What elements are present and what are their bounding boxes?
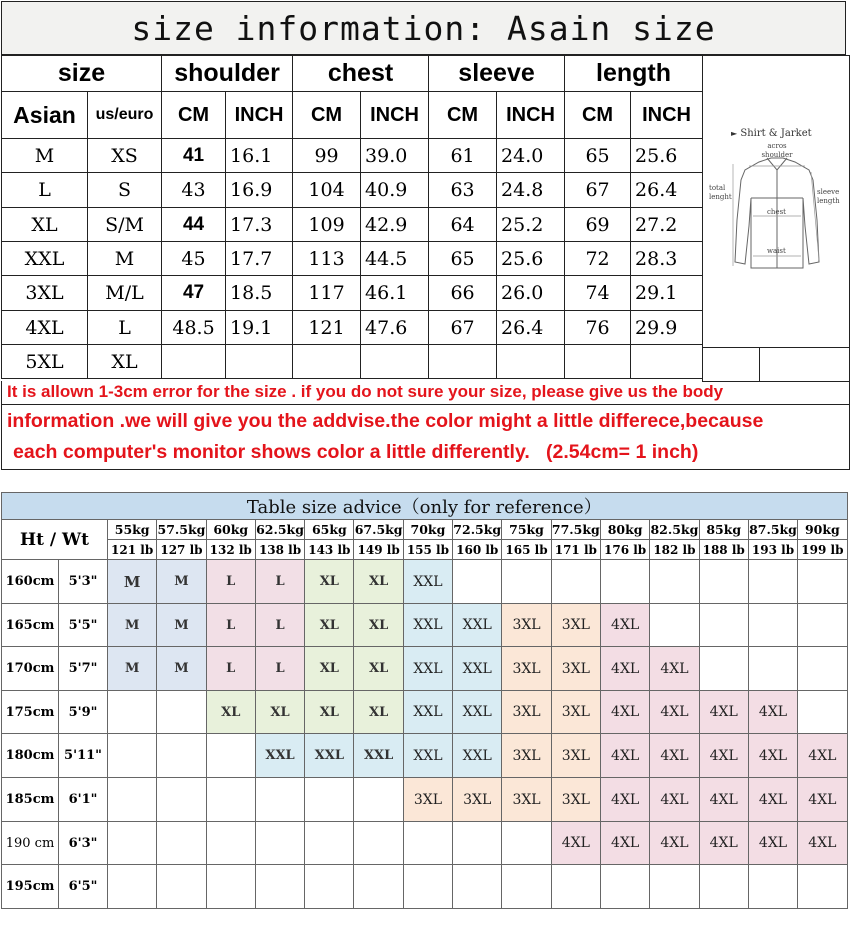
recommended-size-cell: 4XL xyxy=(600,778,649,822)
cell-sleeve-inch: 26.0 xyxy=(497,276,565,311)
recommended-size-cell: M xyxy=(157,604,206,647)
size-row xyxy=(2,208,703,242)
note-line-3: each computer's monitor shows color a little differently. (2.54cm= 1 inch) xyxy=(1,437,850,470)
recommended-size-cell xyxy=(305,822,354,865)
weight-kg: 60kg xyxy=(206,520,255,540)
height-row xyxy=(2,734,848,778)
subheader-length-inch: INCH xyxy=(631,92,703,139)
recommended-size-cell: XL xyxy=(305,604,354,647)
weight-kg: 87.5kg xyxy=(748,520,797,540)
cell-length-inch: 25.6 xyxy=(631,139,703,173)
height-cm: 160cm xyxy=(2,560,59,604)
recommended-size-cell xyxy=(157,734,206,778)
recommended-size-cell: M xyxy=(108,560,157,604)
size-row xyxy=(2,173,703,208)
cell-chest-inch: 42.9 xyxy=(361,208,429,242)
recommended-size-cell: XXL xyxy=(453,691,502,734)
height-row xyxy=(2,560,848,604)
recommended-size-cell: 4XL xyxy=(650,778,699,822)
recommended-size-cell: 3XL xyxy=(453,778,502,822)
size-table-subheader-row xyxy=(2,92,703,139)
height-cm: 175cm xyxy=(2,691,59,734)
recommended-size-cell xyxy=(748,647,797,691)
size-advice-table xyxy=(1,492,848,909)
subheader-length-cm: CM xyxy=(565,92,631,139)
recommended-size-cell: 4XL xyxy=(798,734,847,778)
cell-asian-size: M xyxy=(2,139,88,173)
recommended-size-cell: 3XL xyxy=(502,778,551,822)
recommended-size-cell xyxy=(551,865,600,909)
weight-kg: 62.5kg xyxy=(255,520,304,540)
recommended-size-cell: 4XL xyxy=(600,691,649,734)
recommended-size-cell: XL xyxy=(354,560,403,604)
cell-us-euro-size: S xyxy=(88,173,162,208)
cell-shoulder-inch: 17.3 xyxy=(226,208,293,242)
cell-sleeve-cm xyxy=(429,345,497,379)
subheader-sleeve-cm: CM xyxy=(429,92,497,139)
cell-chest-cm: 109 xyxy=(293,208,361,242)
recommended-size-cell xyxy=(354,822,403,865)
size-row xyxy=(2,139,703,173)
recommended-size-cell xyxy=(403,822,452,865)
weight-kg-row xyxy=(2,520,848,540)
shirt-outline-icon xyxy=(703,120,849,280)
recommended-size-cell: L xyxy=(255,647,304,691)
recommended-size-cell: 4XL xyxy=(798,822,847,865)
recommended-size-cell: XL xyxy=(206,691,255,734)
size-row xyxy=(2,242,703,276)
height-ft: 6'3" xyxy=(59,822,108,865)
recommended-size-cell: 3XL xyxy=(551,778,600,822)
weight-lb: 155 lb xyxy=(403,540,452,560)
recommended-size-cell: 4XL xyxy=(600,822,649,865)
weight-lb: 165 lb xyxy=(502,540,551,560)
cell-length-inch: 27.2 xyxy=(631,208,703,242)
recommended-size-cell: M xyxy=(157,647,206,691)
cell-shoulder-inch: 16.9 xyxy=(226,173,293,208)
weight-kg: 55kg xyxy=(108,520,157,540)
cell-length-inch: 26.4 xyxy=(631,173,703,208)
weight-kg: 72.5kg xyxy=(453,520,502,540)
cell-asian-size: XL xyxy=(2,208,88,242)
shirt-diagram xyxy=(703,120,849,280)
triangle-icon: ► xyxy=(731,129,738,138)
weight-lb: 149 lb xyxy=(354,540,403,560)
weight-kg: 90kg xyxy=(798,520,847,540)
recommended-size-cell xyxy=(206,778,255,822)
height-row xyxy=(2,604,848,647)
recommended-size-cell xyxy=(600,865,649,909)
cell-sleeve-inch: 25.6 xyxy=(497,242,565,276)
cell-asian-size: 3XL xyxy=(2,276,88,311)
recommended-size-cell: 4XL xyxy=(600,647,649,691)
recommended-size-cell: M xyxy=(108,604,157,647)
cell-shoulder-inch: 16.1 xyxy=(226,139,293,173)
recommended-size-cell xyxy=(108,734,157,778)
height-ft: 5'5" xyxy=(59,604,108,647)
recommended-size-cell xyxy=(699,604,748,647)
recommended-size-cell xyxy=(453,560,502,604)
recommended-size-cell: 3XL xyxy=(502,647,551,691)
cell-sleeve-inch: 25.2 xyxy=(497,208,565,242)
cell-length-inch: 29.9 xyxy=(631,311,703,345)
cell-shoulder-inch: 17.7 xyxy=(226,242,293,276)
cell-chest-inch: 46.1 xyxy=(361,276,429,311)
recommended-size-cell xyxy=(305,865,354,909)
weight-lb: 143 lb xyxy=(305,540,354,560)
cell-length-cm: 65 xyxy=(565,139,631,173)
weight-lb: 176 lb xyxy=(600,540,649,560)
weight-lb: 188 lb xyxy=(699,540,748,560)
recommended-size-cell: L xyxy=(206,604,255,647)
recommended-size-cell xyxy=(206,734,255,778)
height-row xyxy=(2,865,848,909)
height-ft: 6'1" xyxy=(59,778,108,822)
recommended-size-cell: 3XL xyxy=(502,691,551,734)
recommended-size-cell: M xyxy=(157,560,206,604)
recommended-size-cell: 3XL xyxy=(502,734,551,778)
weight-lb: 160 lb xyxy=(453,540,502,560)
corner-ht-wt: Ht / Wt xyxy=(2,520,108,560)
height-cm: 190 cm xyxy=(2,822,59,865)
size-row xyxy=(2,276,703,311)
label-waist: waist xyxy=(767,247,786,255)
recommended-size-cell: XXL xyxy=(305,734,354,778)
cell-shoulder-inch: 18.5 xyxy=(226,276,293,311)
recommended-size-cell xyxy=(798,647,847,691)
recommended-size-cell: XXL xyxy=(403,691,452,734)
recommended-size-cell: XXL xyxy=(453,647,502,691)
cell-us-euro-size: XS xyxy=(88,139,162,173)
recommended-size-cell xyxy=(206,865,255,909)
cell-asian-size: XXL xyxy=(2,242,88,276)
weight-kg: 65kg xyxy=(305,520,354,540)
recommended-size-cell xyxy=(798,865,847,909)
recommended-size-cell: 4XL xyxy=(699,734,748,778)
weight-lb: 171 lb xyxy=(551,540,600,560)
recommended-size-cell xyxy=(255,778,304,822)
subheader-shoulder-cm: CM xyxy=(162,92,226,139)
recommended-size-cell: XXL xyxy=(453,734,502,778)
recommended-size-cell xyxy=(108,865,157,909)
recommended-size-cell: XXL xyxy=(403,734,452,778)
cell-chest-cm: 117 xyxy=(293,276,361,311)
recommended-size-cell: M xyxy=(108,647,157,691)
height-cm: 180cm xyxy=(2,734,59,778)
recommended-size-cell xyxy=(699,647,748,691)
page-title: size information: Asain size xyxy=(1,1,846,55)
height-ft: 5'7" xyxy=(59,647,108,691)
recommended-size-cell: 3XL xyxy=(502,604,551,647)
cell-sleeve-inch: 26.4 xyxy=(497,311,565,345)
cell-length-inch xyxy=(631,345,703,379)
cell-length-cm: 67 xyxy=(565,173,631,208)
height-ft: 5'3" xyxy=(59,560,108,604)
recommended-size-cell xyxy=(502,822,551,865)
cell-length-inch: 28.3 xyxy=(631,242,703,276)
recommended-size-cell xyxy=(108,822,157,865)
recommended-size-cell: 4XL xyxy=(699,691,748,734)
recommended-size-cell: XL xyxy=(354,604,403,647)
subheader-chest-cm: CM xyxy=(293,92,361,139)
recommended-size-cell: 3XL xyxy=(551,604,600,647)
recommended-size-cell: XL xyxy=(305,560,354,604)
cell-shoulder-cm: 44 xyxy=(162,208,226,242)
recommended-size-cell xyxy=(255,865,304,909)
recommended-size-cell xyxy=(354,778,403,822)
recommended-size-cell: L xyxy=(206,560,255,604)
cell-us-euro-size: M xyxy=(88,242,162,276)
note-line-2: information .we will give you the addvise.the color might a little differece,because xyxy=(1,405,850,437)
cell-asian-size: 5XL xyxy=(2,345,88,379)
height-cm: 165cm xyxy=(2,604,59,647)
recommended-size-cell: 4XL xyxy=(600,734,649,778)
height-cm: 170cm xyxy=(2,647,59,691)
recommended-size-cell: XXL xyxy=(354,734,403,778)
cell-length-cm: 74 xyxy=(565,276,631,311)
recommended-size-cell xyxy=(403,865,452,909)
recommended-size-cell: 3XL xyxy=(551,647,600,691)
diagram-title: Shirt & Jarket xyxy=(740,128,812,139)
cell-chest-inch: 39.0 xyxy=(361,139,429,173)
cell-us-euro-size: XL xyxy=(88,345,162,379)
recommended-size-cell: 4XL xyxy=(650,734,699,778)
recommended-size-cell xyxy=(748,865,797,909)
recommended-size-cell xyxy=(157,865,206,909)
recommended-size-cell: L xyxy=(255,604,304,647)
recommended-size-cell: 4XL xyxy=(699,778,748,822)
recommended-size-cell xyxy=(255,822,304,865)
recommended-size-cell: 4XL xyxy=(699,822,748,865)
recommended-size-cell: XXL xyxy=(403,560,452,604)
cell-sleeve-inch: 24.0 xyxy=(497,139,565,173)
advice-table-title: Table size advice（only for reference） xyxy=(2,493,848,520)
weight-lb: 127 lb xyxy=(157,540,206,560)
cell-length-cm: 69 xyxy=(565,208,631,242)
cell-shoulder-cm: 45 xyxy=(162,242,226,276)
cell-sleeve-cm: 63 xyxy=(429,173,497,208)
weight-kg: 75kg xyxy=(502,520,551,540)
cell-sleeve-inch: 24.8 xyxy=(497,173,565,208)
recommended-size-cell: 3XL xyxy=(403,778,452,822)
subheader-chest-inch: INCH xyxy=(361,92,429,139)
cell-sleeve-inch xyxy=(497,345,565,379)
cell-us-euro-size: S/M xyxy=(88,208,162,242)
weight-kg: 82.5kg xyxy=(650,520,699,540)
recommended-size-cell xyxy=(502,865,551,909)
recommended-size-cell: XL xyxy=(305,691,354,734)
cell-shoulder-inch: 19.1 xyxy=(226,311,293,345)
recommended-size-cell: 4XL xyxy=(600,604,649,647)
size-table-header-row xyxy=(2,56,703,92)
subheader-shoulder-inch: INCH xyxy=(226,92,293,139)
weight-lb: 193 lb xyxy=(748,540,797,560)
weight-lb: 132 lb xyxy=(206,540,255,560)
label-sleeve-length: sleeve length xyxy=(817,188,840,205)
recommended-size-cell: 4XL xyxy=(798,778,847,822)
subheader-us-euro: us/euro xyxy=(88,92,162,139)
weight-kg: 85kg xyxy=(699,520,748,540)
cell-chest-cm: 104 xyxy=(293,173,361,208)
recommended-size-cell: 4XL xyxy=(748,778,797,822)
recommended-size-cell xyxy=(600,560,649,604)
recommended-size-cell xyxy=(798,691,847,734)
weight-kg: 77.5kg xyxy=(551,520,600,540)
height-row xyxy=(2,822,848,865)
recommended-size-cell xyxy=(157,778,206,822)
cell-shoulder-cm: 48.5 xyxy=(162,311,226,345)
cell-us-euro-size: M/L xyxy=(88,276,162,311)
cell-chest-inch: 47.6 xyxy=(361,311,429,345)
recommended-size-cell: XL xyxy=(305,647,354,691)
height-ft: 5'11" xyxy=(59,734,108,778)
cell-shoulder-cm xyxy=(162,345,226,379)
header-length: length xyxy=(565,56,703,92)
label-total-length: total lenght xyxy=(709,184,732,201)
note-line-1: It is allown 1-3cm error for the size . if you do not sure your size, please give us the body xyxy=(1,381,850,405)
cell-sleeve-cm: 64 xyxy=(429,208,497,242)
recommended-size-cell: L xyxy=(255,560,304,604)
recommended-size-cell xyxy=(108,691,157,734)
recommended-size-cell: XL xyxy=(354,691,403,734)
weight-lb: 199 lb xyxy=(798,540,847,560)
cell-chest-cm: 113 xyxy=(293,242,361,276)
size-advice-section xyxy=(0,492,850,932)
recommended-size-cell xyxy=(206,822,255,865)
recommended-size-cell: 4XL xyxy=(650,822,699,865)
header-shoulder: shoulder xyxy=(162,56,293,92)
recommended-size-cell xyxy=(798,604,847,647)
weight-lb: 121 lb xyxy=(108,540,157,560)
weight-lb: 182 lb xyxy=(650,540,699,560)
subheader-sleeve-inch: INCH xyxy=(497,92,565,139)
recommended-size-cell xyxy=(354,865,403,909)
recommended-size-cell xyxy=(748,560,797,604)
recommended-size-cell: 4XL xyxy=(748,734,797,778)
cell-length-cm: 72 xyxy=(565,242,631,276)
weight-kg: 70kg xyxy=(403,520,452,540)
recommended-size-cell: 3XL xyxy=(551,734,600,778)
recommended-size-cell: XXL xyxy=(403,604,452,647)
recommended-size-cell xyxy=(157,691,206,734)
recommended-size-cell xyxy=(699,560,748,604)
cell-sleeve-cm: 66 xyxy=(429,276,497,311)
recommended-size-cell: XXL xyxy=(255,734,304,778)
cell-us-euro-size: L xyxy=(88,311,162,345)
cell-sleeve-cm: 61 xyxy=(429,139,497,173)
weight-kg: 57.5kg xyxy=(157,520,206,540)
recommended-size-cell xyxy=(650,560,699,604)
recommended-size-cell xyxy=(305,778,354,822)
cell-shoulder-cm: 47 xyxy=(162,276,226,311)
height-ft: 6'5" xyxy=(59,865,108,909)
recommended-size-cell xyxy=(650,604,699,647)
height-row xyxy=(2,691,848,734)
recommended-size-cell: 3XL xyxy=(551,691,600,734)
recommended-size-cell xyxy=(699,865,748,909)
cell-chest-inch: 40.9 xyxy=(361,173,429,208)
height-row xyxy=(2,647,848,691)
cell-sleeve-cm: 67 xyxy=(429,311,497,345)
weight-kg: 67.5kg xyxy=(354,520,403,540)
cell-chest-inch xyxy=(361,345,429,379)
recommended-size-cell xyxy=(157,822,206,865)
cell-asian-size: L xyxy=(2,173,88,208)
weight-kg: 80kg xyxy=(600,520,649,540)
cell-chest-inch: 44.5 xyxy=(361,242,429,276)
recommended-size-cell: XL xyxy=(255,691,304,734)
recommended-size-cell xyxy=(650,865,699,909)
recommended-size-cell: XL xyxy=(354,647,403,691)
recommended-size-cell: 4XL xyxy=(748,691,797,734)
size-row xyxy=(2,311,703,345)
recommended-size-cell: 4XL xyxy=(650,647,699,691)
cell-sleeve-cm: 65 xyxy=(429,242,497,276)
size-row xyxy=(2,345,703,379)
cell-length-cm: 76 xyxy=(565,311,631,345)
recommended-size-cell xyxy=(798,560,847,604)
recommended-size-cell: 4XL xyxy=(551,822,600,865)
cell-shoulder-cm: 41 xyxy=(162,139,226,173)
recommended-size-cell: 4XL xyxy=(748,822,797,865)
cell-chest-cm: 99 xyxy=(293,139,361,173)
height-cm: 195cm xyxy=(2,865,59,909)
recommended-size-cell: L xyxy=(206,647,255,691)
height-ft: 5'9" xyxy=(59,691,108,734)
cell-shoulder-cm: 43 xyxy=(162,173,226,208)
recommended-size-cell: 4XL xyxy=(650,691,699,734)
cell-shoulder-inch xyxy=(226,345,293,379)
header-size: size xyxy=(2,56,162,92)
cell-length-inch: 29.1 xyxy=(631,276,703,311)
header-sleeve: sleeve xyxy=(429,56,565,92)
header-chest: chest xyxy=(293,56,429,92)
recommended-size-cell xyxy=(748,604,797,647)
recommended-size-cell xyxy=(108,778,157,822)
recommended-size-cell: XXL xyxy=(403,647,452,691)
recommended-size-cell xyxy=(551,560,600,604)
weight-lb: 138 lb xyxy=(255,540,304,560)
cell-chest-cm xyxy=(293,345,361,379)
height-cm: 185cm xyxy=(2,778,59,822)
cell-asian-size: 4XL xyxy=(2,311,88,345)
recommended-size-cell xyxy=(502,560,551,604)
subheader-asian: Asian xyxy=(2,92,88,139)
recommended-size-cell: XXL xyxy=(453,604,502,647)
cell-length-cm xyxy=(565,345,631,379)
height-row xyxy=(2,778,848,822)
label-across-shoulder: acros shoulder xyxy=(761,142,793,159)
recommended-size-cell xyxy=(453,865,502,909)
cell-chest-cm: 121 xyxy=(293,311,361,345)
label-chest: chest xyxy=(767,208,786,216)
size-table xyxy=(1,55,703,379)
weight-lb-row xyxy=(2,540,848,560)
recommended-size-cell xyxy=(453,822,502,865)
